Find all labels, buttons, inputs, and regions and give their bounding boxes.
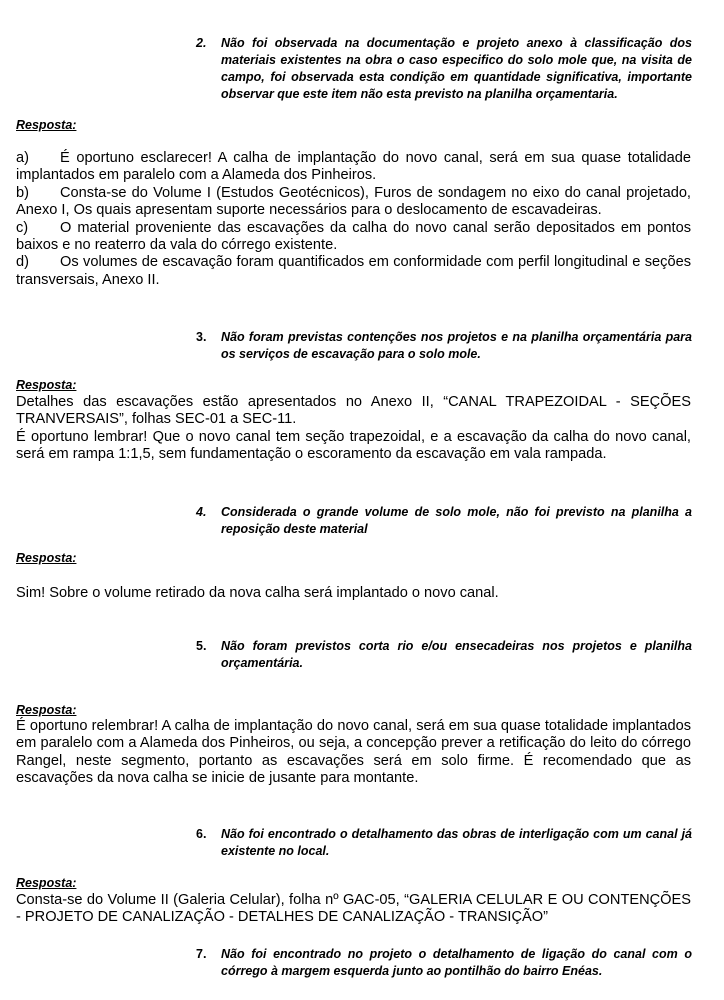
answer-5: É oportuno relembrar! A calha de implantação do novo canal, será em sua quase totalidade implantados em paralelo com a Alameda dos Pinheiros, ou seja, a concepção prever a retificação do leito do córrego Rangel, neste segmento, portanto as escavações será em solo firme. É recomendado que as escavações da nova calha se inicie de jusante para montante.: [16, 718, 691, 787]
question-number: 3.: [196, 330, 207, 344]
answer-2: [16, 150, 691, 289]
question-text: Não foram previstos corta rio e/ou ensecadeiras nos projetos e planilha orçamentária.: [221, 639, 692, 670]
answer-item-b: b) Consta-se do Volume I (Estudos Geotécnicos), Furos de sondagem no eixo do canal projetado, Anexo I, Os quais apresentam suporte necessários para o deslocamento de escavadeiras.: [16, 184, 691, 219]
answer-label: Resposta:: [16, 551, 77, 565]
question-number: 7.: [196, 947, 207, 961]
answer-item-c: c) O material proveniente das escavações da calha do novo canal serão depositados em pontos baixos e no reaterro da vala do córrego existente.: [16, 219, 691, 254]
question-7: [196, 946, 692, 980]
answer-label: Resposta:: [16, 703, 77, 717]
question-number: 5.: [196, 639, 207, 653]
question-4: [196, 504, 692, 538]
answer-item-d: d) Os volumes de escavação foram quantificados em conformidade com perfil longitudinal e seções transversais, Anexo II.: [16, 254, 691, 288]
question-text: Não foi encontrado no projeto o detalhamento de ligação do canal com o córrego à margem esquerda junto ao pontilhão do bairro Enéas.: [221, 947, 692, 978]
question-5: [196, 638, 692, 672]
question-text: Não foram previstas contenções nos projetos e na planilha orçamentária para os serviços de escavação para o solo mole.: [221, 330, 692, 361]
question-number: 6.: [196, 827, 207, 841]
question-number: 4.: [196, 505, 207, 519]
answer-paragraph: É oportuno lembrar! Que o novo canal tem seção trapezoidal, e a escavação da calha do novo canal, será em rampa 1:1,5, sem fundamentação o escoramento da escavação em vala rampada.: [16, 428, 691, 463]
answer-6: Consta-se do Volume II (Galeria Celular), folha nº GAC-05, “GALERIA CELULAR E OU CONTENÇÕES - PROJETO DE CANALIZAÇÃO - DETALHES DE CANALIZAÇÃO - TRANSIÇÃO”: [16, 892, 691, 926]
question-text: Considerada o grande volume de solo mole, não foi previsto na planilha a reposição deste material: [221, 505, 692, 536]
question-number: 2.: [196, 36, 207, 50]
question-text: Não foi observada na documentação e projeto anexo à classificação dos materiais existentes na obra o caso especifico do solo mole que, na visita de campo, foi observada esta condição em quantidade significativa, importante observar que este item não esta previsto na planilha orçamentaria.: [221, 36, 692, 101]
answer-item-a: a) É oportuno esclarecer! A calha de implantação do novo canal, será em sua quase totalidade implantados em paralelo com a Alameda dos Pinheiros.: [16, 150, 691, 184]
answer-label: Resposta:: [16, 118, 77, 132]
question-6: [196, 826, 692, 860]
answer-3: [16, 394, 691, 464]
question-2: [196, 35, 692, 103]
answer-label: Resposta:: [16, 378, 77, 392]
question-3: [196, 329, 692, 363]
question-text: Não foi encontrado o detalhamento das obras de interligação com um canal já existente no local.: [221, 827, 692, 858]
answer-paragraph: Detalhes das escavações estão apresentados no Anexo II, “CANAL TRAPEZOIDAL - SEÇÕES TRANVERSAIS”, folhas SEC-01 a SEC-11.: [16, 394, 691, 428]
answer-4: Sim! Sobre o volume retirado da nova calha será implantado o novo canal.: [16, 585, 499, 601]
answer-label: Resposta:: [16, 876, 77, 890]
